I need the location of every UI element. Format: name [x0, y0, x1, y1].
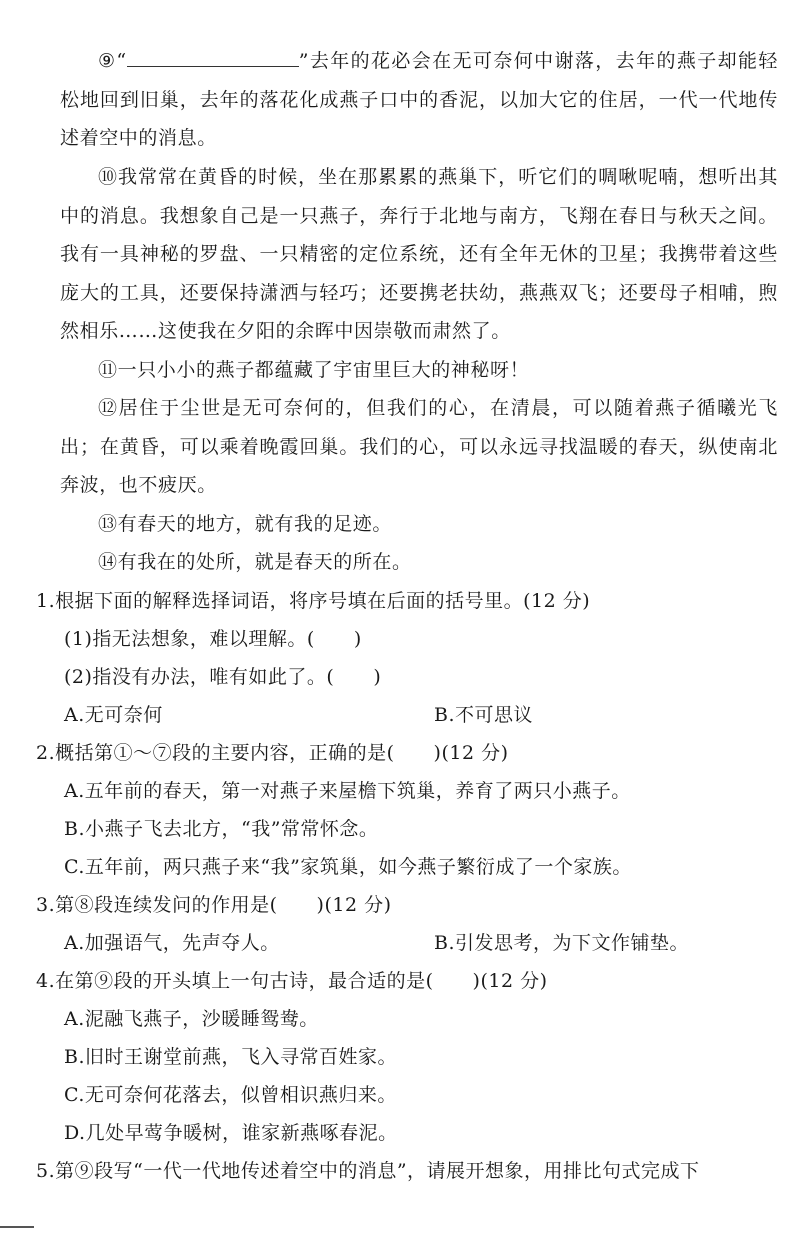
paragraph-9-number: ⑨“	[98, 50, 127, 72]
question-2-option-a: A.五年前的春天，第一对燕子来屋檐下筑巢，养育了两只小燕子。	[64, 780, 631, 802]
question-2-option-b: B.小燕子飞去北方，“我”常常怀念。	[64, 818, 379, 840]
question-1-stem: 1.根据下面的解释选择词语，将序号填在后面的括号里。(12 分)	[36, 590, 591, 612]
question-4-option-a: A.泥融飞燕子，沙暖睡鸳鸯。	[64, 1008, 319, 1030]
question-3-option-a: A.加强语气，先声夺人。	[64, 932, 280, 954]
question-2-option-c: C.五年前，两只燕子来“我”家筑巢，如今燕子繁衍成了一个家族。	[64, 856, 632, 878]
question-1-option-b: B.不可思议	[434, 704, 534, 726]
paragraph-9	[60, 42, 778, 158]
question-3-option-b: B.引发思考，为下文作铺垫。	[434, 932, 690, 954]
question-5-stem: 5.第⑨段写“一代一代地传述着空中的消息”，请展开想象，用排比句式完成下	[36, 1160, 700, 1182]
question-3-stem: 3.第⑧段连续发问的作用是( )(12 分)	[36, 894, 392, 916]
paragraph-9-text: ”去年的花必会在无可奈何中谢落，去年的燕子却能轻松地回到旧巢，去年的落花化成燕子口中的香泥，以加大它的住居，一代一代地传述着空中的消息。	[60, 50, 778, 149]
paragraph-13: ⑬有春天的地方，就有我的足迹。	[98, 513, 393, 535]
question-1-sub-2: (2)指没有办法，唯有如此了。( )	[64, 666, 382, 688]
question-4-option-b: B.旧时王谢堂前燕，飞入寻常百姓家。	[64, 1046, 398, 1068]
question-4-option-c: C.无可奈何花落去，似曾相识燕归来。	[64, 1084, 397, 1106]
paragraph-14: ⑭有我在的处所，就是春天的所在。	[98, 551, 412, 573]
question-4-stem: 4.在第⑨段的开头填上一句古诗，最合适的是( )(12 分)	[36, 970, 548, 992]
question-1-sub-1: (1)指无法想象，难以理解。( )	[64, 628, 362, 650]
question-4-option-d: D.几处早莺争暖树，谁家新燕啄春泥。	[64, 1122, 398, 1144]
paragraph-12: ⑫居住于尘世是无可奈何的，但我们的心，在清晨，可以随着燕子循曦光飞出；在黄昏，可以乘着晚霞回巢。我们的心，可以永远寻找温暖的春天，纵使南北奔波，也不疲厌。	[60, 397, 778, 496]
paragraph-10: ⑩我常常在黄昏的时候，坐在那累累的燕巢下，听它们的啁啾呢喃，想听出其中的消息。我想象自己是一只燕子，奔行于北地与南方，飞翔在春日与秋天之间。我有一具神秘的罗盘、一只精密的定位系统，还有全年无休的卫星；我携带着这些庞大的工具，还要保持潇洒与轻巧；还要携老扶幼，燕燕双飞；还要母子相哺，煦然相乐……这使我在夕阳的余晖中因崇敬而肃然了。	[60, 166, 778, 342]
question-1-option-a: A.无可奈何	[64, 704, 163, 726]
paragraph-11: ⑪一只小小的燕子都蕴藏了宇宙里巨大的神秘呀！	[98, 359, 530, 381]
page-footer-rule	[0, 1226, 34, 1228]
fill-in-blank[interactable]	[127, 48, 299, 67]
question-2-stem: 2.概括第①～⑦段的主要内容，正确的是( )(12 分)	[36, 742, 509, 764]
